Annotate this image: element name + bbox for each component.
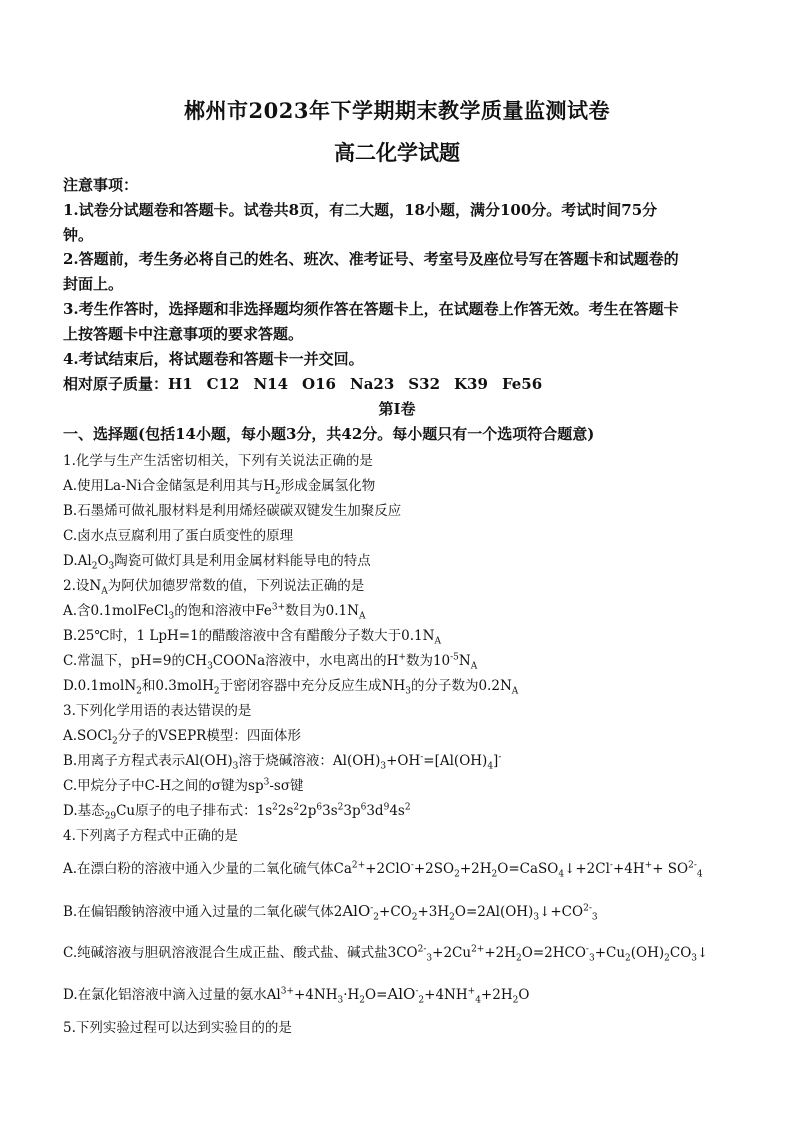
- atomic-mass-item: K39: [454, 375, 488, 393]
- q1-stem: 1.化学与生产生活密切相关，下列有关说法正确的是: [63, 453, 373, 469]
- atomic-mass-item: C12: [206, 375, 240, 393]
- q3-option-b: B.用离子方程式表示$Al(OH)_3$溶于烧碱溶液：$Al(OH)_3+OH^-=[Al(OH)_4]^-$: [63, 752, 502, 772]
- atomic-mass-label: 相对原子质量：: [63, 375, 169, 393]
- section-heading: 一、选择题(包括14小题，每小题3分，共42分。每小题只有一个选项符合题意): [63, 425, 595, 443]
- q2-option-c: C.常温下，pH=9的$CH_3COONa$溶液中，水电离出的H+数为$10^{-5}N_A$: [63, 652, 478, 672]
- q4-option-b: B.在偏铝酸钠溶液中通入过量的二氧化碳气体$2AlO^-_2+CO_2+3H_2O=2Al(OH)_3↓+CO^{2-}_3$: [63, 902, 598, 923]
- q5-stem: 5.下列实验过程可以达到实验目的的是: [63, 1020, 292, 1036]
- q4-option-d: D.在氯化铝溶液中滴入过量的氨水$Al^{3+}+4NH_3\cdot H_2O=AlO^-_2+4NH^+_4+2H_2O$: [63, 985, 530, 1006]
- atomic-mass-item: Na23: [349, 375, 395, 393]
- atomic-mass-item: S32: [408, 375, 441, 393]
- note-2: 2.答题前，考生务必将自己的姓名、班次、准考证号、考室号及座位号写在答题卡和试题卷的: [63, 250, 679, 268]
- q2-option-a: A.含0.1molFeCl$_3$的饱和溶液中$Fe^{3+}$数目为$0.1N_A$: [63, 602, 366, 622]
- q3-option-d: D.基态$_{29}$Cu原子的电子排布式：$1s^22s^22p^63s^23p^63d^94s^2$: [63, 802, 411, 822]
- atomic-mass-item: O16: [302, 375, 336, 393]
- exam-title: 郴州市2023年下学期期末教学质量监测试卷: [184, 98, 610, 123]
- q2-option-b: B.25℃时，1 LpH=1的醋酸溶液中含有醋酸分子数大于$0.1N_A$: [63, 628, 441, 647]
- q4-option-a: A.在漂白粉的溶液中通入少量的二氧化硫气体$Ca^{2+}+2ClO^-+2SO_2+2H_2O=CaSO_4↓+2Cl^-+4H^++ SO^{2-}_4$: [63, 860, 703, 880]
- notes-heading: 注意事项：: [63, 176, 139, 194]
- q2-stem: 2.设$N_A$为阿伏加德罗常数的值，下列说法正确的是: [63, 578, 365, 597]
- part-heading: 第Ⅰ卷: [378, 400, 416, 418]
- atomic-mass-line: [63, 373, 735, 394]
- q1-option-a: A.使用La-Ni合金储氢是利用其与$H_2$形成金属氢化物: [63, 478, 376, 497]
- note-2-cont: 封面上。: [63, 275, 124, 293]
- note-1-cont: 钟。: [63, 226, 94, 244]
- q1-option-d: $D.Al_2O_3$陶瓷可做灯具是利用金属材料能导电的特点: [63, 553, 371, 572]
- q3-stem: 3.下列化学用语的表达错误的是: [63, 703, 252, 719]
- atomic-mass-item: Fe56: [501, 375, 543, 393]
- note-4: 4.考试结束后，将试题卷和答题卡一并交回。: [63, 350, 364, 368]
- note-3: 3.考生作答时，选择题和非选择题均须作答在答题卡上，在试题卷上作答无效。考生在答题卡: [63, 300, 679, 318]
- atomic-mass-item: N14: [253, 375, 289, 393]
- q2-option-d: D.0.1molN$_2$和0.3molH$_2$于密闭容器中充分反应生成$NH_3$的分子数为$0.2N_A$: [63, 678, 519, 697]
- note-1: 1.试卷分试题卷和答题卡。试卷共8页，有二大题，18小题，满分100分。考试时间75分: [63, 201, 658, 219]
- q4-stem: 4.下列离子方程式中正确的是: [63, 828, 238, 844]
- q1-option-b: B.石墨烯可做礼服材料是利用烯烃碳碳双键发生加聚反应: [63, 503, 402, 519]
- exam-subtitle: 高二化学试题: [334, 140, 460, 165]
- note-3-cont: 上按答题卡中注意事项的要求答题。: [63, 325, 304, 343]
- q3-option-c: C.甲烷分子中C-H之间的σ键为$sp^3-s\sigma$键: [63, 777, 304, 794]
- q3-option-a: A.SOCl$_2$分子的VSEPR模型：四面体形: [63, 728, 301, 747]
- q1-option-c: C.卤水点豆腐利用了蛋白质变性的原理: [63, 528, 294, 544]
- q4-option-c: C.纯碱溶液与胆矾溶液混合生成正盐、酸式盐、碱式盐$3CO^{2-}_3+2Cu^{2+}+2H_2O=2HCO^-_3+Cu_2(OH)_2CO_3↓$: [63, 944, 709, 964]
- atomic-mass-item: H1: [168, 375, 193, 393]
